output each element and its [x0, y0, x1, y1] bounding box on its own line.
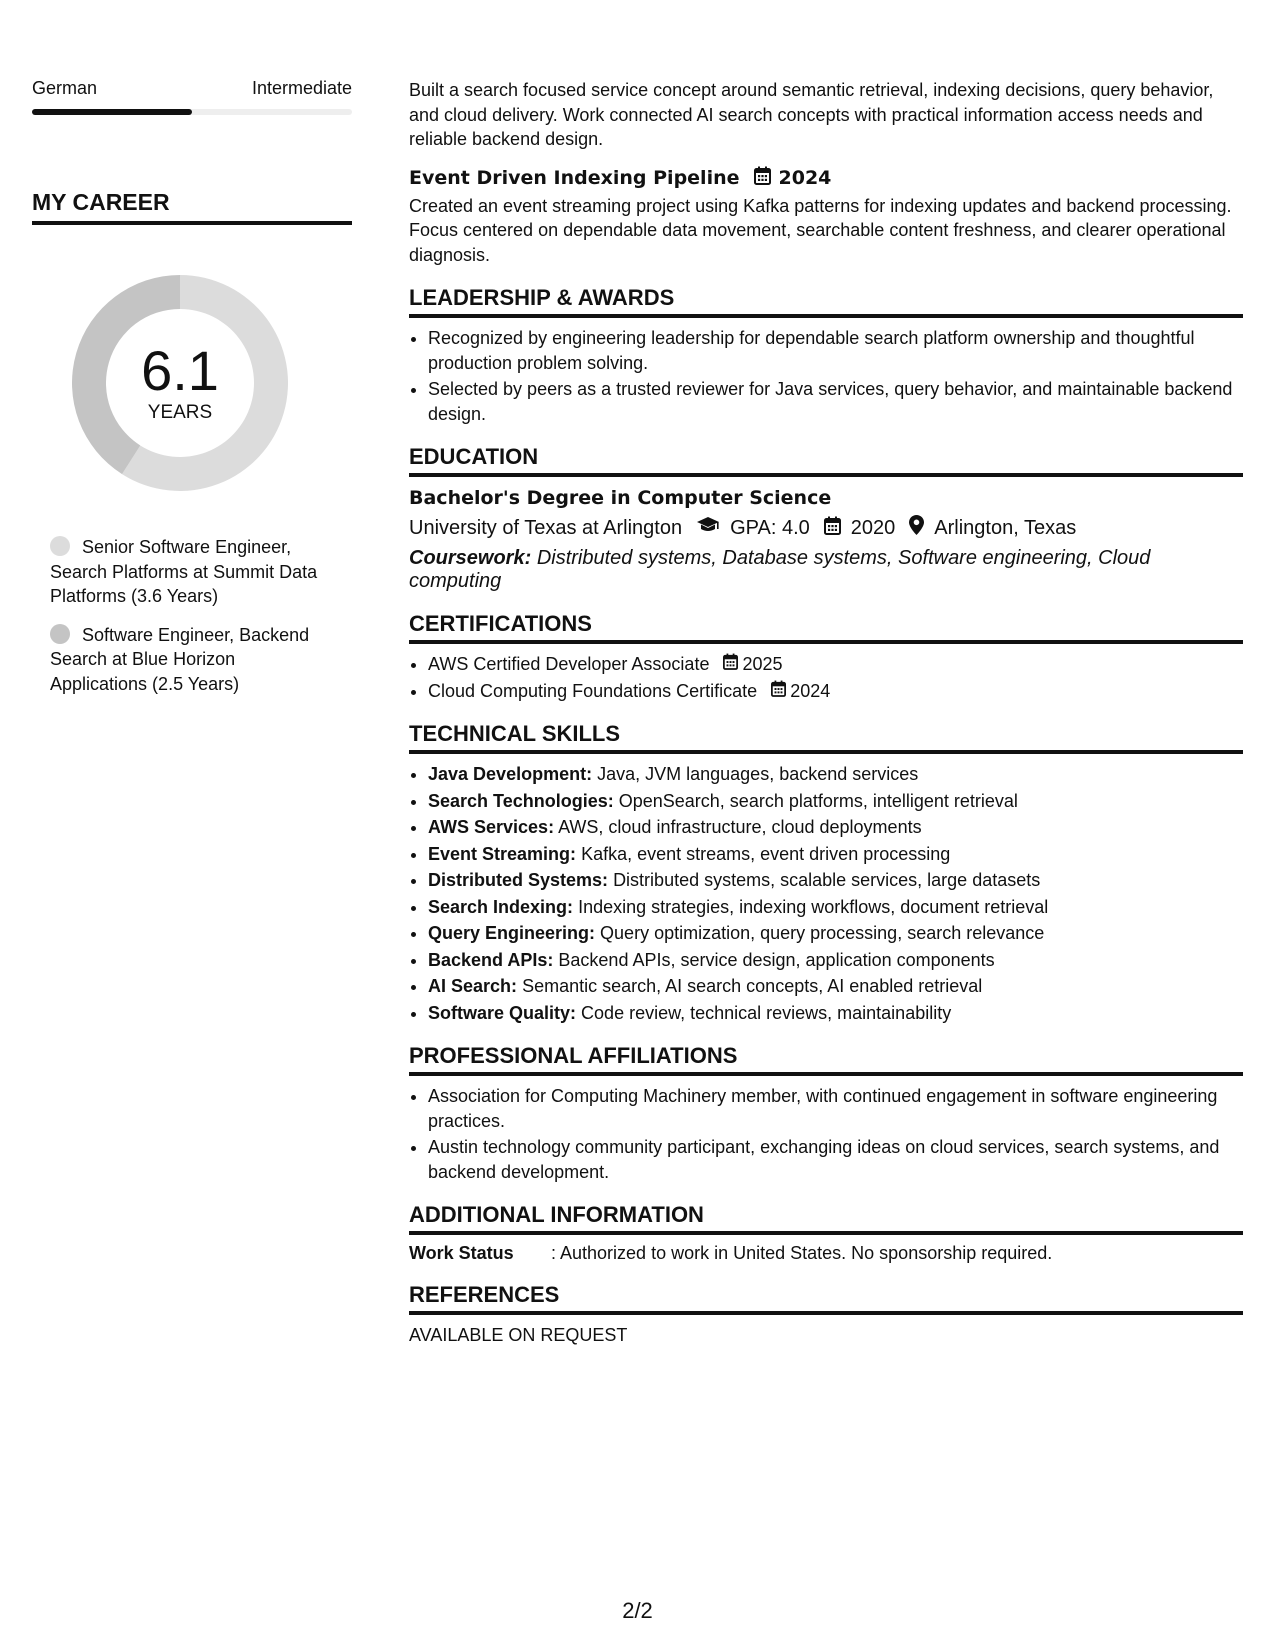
main-column	[409, 78, 1243, 1346]
skill-label: AWS Services:	[428, 817, 555, 837]
education-gpa: GPA: 4.0	[730, 516, 810, 539]
education-meta-row	[409, 515, 1243, 541]
map-pin-icon	[909, 515, 924, 541]
skill-item	[428, 1001, 1243, 1026]
skill-item	[428, 842, 1243, 867]
skill-item	[428, 921, 1243, 946]
skill-value: AWS, cloud infrastructure, cloud deployments	[558, 817, 922, 837]
skill-value: Code review, technical reviews, maintainability	[581, 1002, 952, 1023]
list-item: • Association for Computing Machinery member, with continued engagement in software engineering practices.	[428, 1084, 1243, 1133]
skill-value: Java, JVM languages, backend services	[597, 764, 919, 784]
additional-info-section-title: ADDITIONAL INFORMATION	[409, 1202, 1243, 1235]
sidebar	[32, 78, 352, 710]
certifications-section-title: CERTIFICATIONS	[409, 611, 1243, 644]
project-description: Created an event streaming project using Kafka patterns for indexing updates and backend processing. Focus centered on dependable data movement, searchable content freshness, and clearer operational diagnosis.	[409, 195, 1232, 265]
references-text: AVAILABLE ON REQUEST	[409, 1325, 628, 1345]
skill-label: Event Streaming:	[428, 843, 577, 864]
project-intro-paragraph: Built a search focused service concept around semantic retrieval, indexing decisions, query behavior, and cloud delivery. Work connected AI search concepts with practical information access needs and reliable backend design.	[409, 80, 1214, 149]
certification-name: • Cloud Computing Foundations Certificate	[428, 680, 758, 701]
career-legend-dot	[50, 624, 70, 644]
career-item-text: Software Engineer, Backend Search at Blue Horizon Applications (2.5 Years)	[50, 624, 310, 694]
references-section-title: REFERENCES	[409, 1282, 1243, 1315]
calendar-icon	[754, 166, 771, 190]
career-list	[50, 535, 352, 696]
skill-value: OpenSearch, search platforms, intelligent retrieval	[618, 790, 1018, 811]
skill-label: Search Technologies:	[428, 790, 614, 811]
skill-label: Distributed Systems:	[428, 870, 609, 890]
career-legend-dot	[50, 536, 70, 556]
skill-value: Indexing strategies, indexing workflows, document retrieval	[578, 896, 1049, 917]
leadership-list	[409, 326, 1243, 426]
affiliations-section-title: PROFESSIONAL AFFILIATIONS	[409, 1043, 1243, 1076]
education-degree: Bachelor's Degree in Computer Science	[409, 487, 832, 509]
skill-item	[428, 789, 1243, 814]
career-donut-chart	[66, 269, 294, 497]
education-year: 2020	[850, 516, 896, 539]
skill-value: Query optimization, query processing, search relevance	[600, 923, 1045, 943]
career-section-title: MY CAREER	[32, 189, 352, 225]
skill-label: Query Engineering:	[428, 923, 596, 943]
skill-item	[428, 895, 1243, 920]
skills-section-title: TECHNICAL SKILLS	[409, 721, 1243, 754]
education-section-title: EDUCATION	[409, 444, 1243, 477]
career-item-text: Senior Software Engineer, Search Platforms at Summit Data Platforms (3.6 Years)	[50, 537, 318, 606]
work-status-row	[409, 1243, 1243, 1264]
education-coursework	[409, 547, 1243, 593]
leadership-section-title: LEADERSHIP & AWARDS	[409, 285, 1243, 318]
skill-label: Search Indexing:	[428, 896, 574, 917]
skill-label: Backend APIs:	[428, 949, 554, 970]
certification-name: • AWS Certified Developer Associate	[428, 654, 710, 674]
language-proficiency-bar	[32, 109, 352, 115]
coursework-label: Coursework:	[409, 547, 532, 569]
certification-year: 2024	[790, 680, 831, 701]
skill-value: Distributed systems, scalable services, large datasets	[613, 870, 1041, 890]
project-title-row	[409, 166, 1243, 190]
skill-value: Kafka, event streams, event driven processing	[581, 843, 951, 864]
coursework-value: Distributed systems, Database systems, Software engineering, Cloud computing	[409, 547, 1151, 592]
work-status-value: : Authorized to work in United States. No sponsorship required.	[551, 1243, 1053, 1263]
certifications-list	[409, 652, 1243, 703]
skill-item	[428, 974, 1243, 999]
graduation-cap-icon	[696, 516, 720, 540]
skill-item	[428, 815, 1243, 840]
career-item	[50, 623, 320, 697]
project-year: 2024	[778, 166, 832, 189]
career-years-unit: YEARS	[147, 402, 213, 423]
education-school: University of Texas at Arlington	[409, 516, 683, 539]
skills-list	[409, 762, 1243, 1025]
calendar-icon	[723, 652, 738, 677]
career-total-years: 6.1	[141, 339, 219, 402]
skill-label: AI Search:	[428, 976, 518, 996]
skill-value: Backend APIs, service design, application components	[558, 949, 995, 970]
list-item	[428, 652, 1243, 677]
education-location: Arlington, Texas	[934, 516, 1077, 539]
language-proficiency-fill	[32, 109, 192, 115]
page-number: 2/2	[622, 1598, 653, 1623]
language-name: German	[32, 78, 98, 98]
skill-value: Semantic search, AI search concepts, AI enabled retrieval	[522, 976, 983, 996]
list-item: • Austin technology community participant, exchanging ideas on cloud services, search systems, and backend development.	[428, 1135, 1243, 1184]
career-item	[50, 535, 320, 609]
calendar-icon	[824, 516, 841, 541]
skill-label: Java Development:	[428, 764, 593, 784]
skill-item	[428, 762, 1243, 787]
language-level: Intermediate	[251, 78, 352, 98]
affiliations-list	[409, 1084, 1243, 1184]
work-status-label: Work Status	[409, 1243, 514, 1263]
project-title: Event Driven Indexing Pipeline	[409, 166, 740, 189]
list-item	[428, 679, 1243, 704]
skill-item	[428, 868, 1243, 893]
skill-label: Software Quality:	[428, 1002, 577, 1023]
language-row	[32, 78, 352, 99]
calendar-icon	[771, 679, 786, 704]
list-item: • Recognized by engineering leadership for dependable search platform ownership and thoughtful production problem solving.	[428, 326, 1243, 375]
list-item: • Selected by peers as a trusted reviewer for Java services, query behavior, and maintainable backend design.	[428, 377, 1243, 426]
certification-year: 2025	[742, 654, 783, 674]
skill-item	[428, 948, 1243, 973]
donut-center	[66, 269, 294, 497]
